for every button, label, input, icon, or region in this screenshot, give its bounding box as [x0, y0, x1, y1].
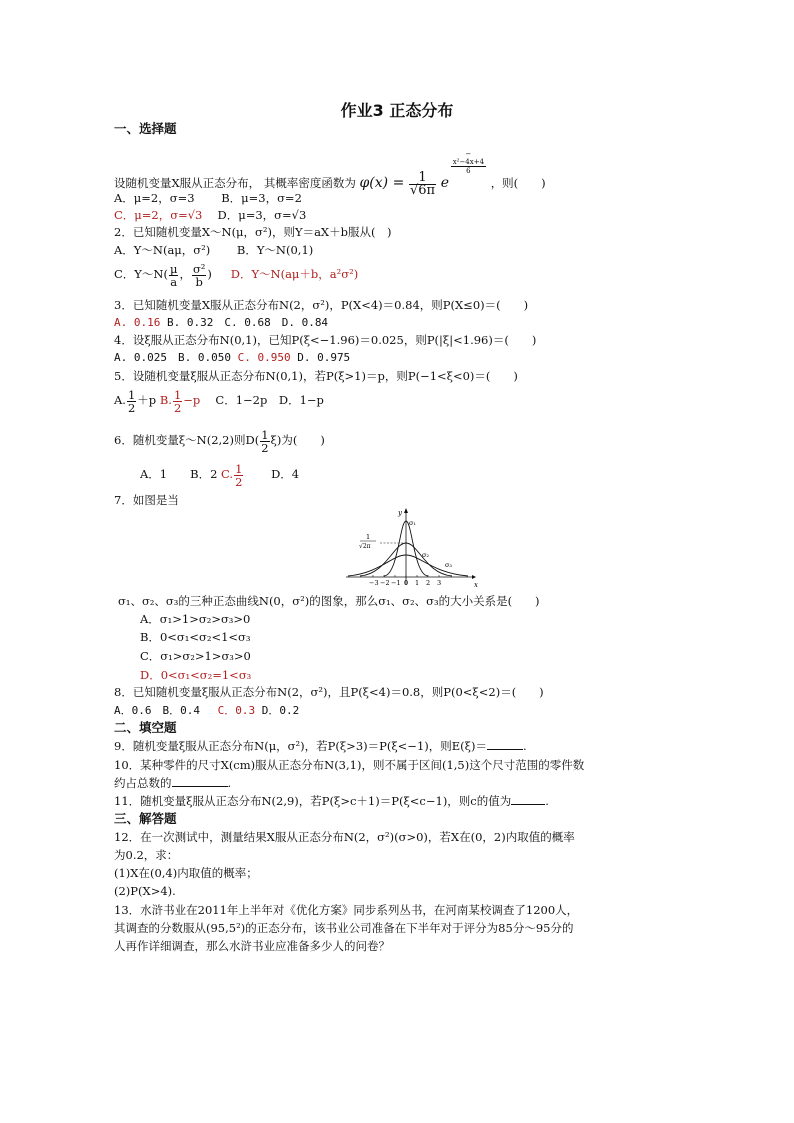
q1-exponent: − x²−4x+4 6 — [452, 150, 485, 175]
question-3: 3．已知随机变量X服从正态分布N(2，σ²)，P(X<4)＝0.84，则P(X≤0)＝( ) — [114, 298, 529, 312]
fig-y-label: y — [398, 509, 402, 517]
q9-blank[interactable] — [487, 739, 523, 750]
question-12-line2: 为0.2，求： — [114, 848, 179, 862]
question-12-line1: 12．在一次测试中，测量结果X服从正态分布N(2，σ²)(σ>0)，若X在(0，2)内取值的概率 — [114, 830, 575, 844]
question-1: 设随机变量X服从正态分布， 其概率密度函数为 φ(x) = $\frac{1}{√6\pi}$ e − x²−4x+4 6 ，则( ) — [114, 150, 546, 198]
section-fill: 二、填空题 — [114, 720, 177, 735]
normal-curves-figure — [340, 505, 480, 589]
q6-option-d: D．4 — [271, 467, 300, 481]
fig-tick-label: 1 — [415, 579, 420, 587]
question-5: 5．设随机变量ξ服从正态分布N(0,1)，若P(ξ>1)＝p，则P(−1<ξ<0)＝( ) — [114, 369, 518, 383]
fig-sigma3-label: σ₃ — [445, 561, 453, 569]
q8-option-d: D．0.2 — [261, 704, 300, 717]
q2-option-b: B．Y～N(0,1) — [236, 243, 314, 257]
q2-options-row2 — [114, 260, 358, 288]
q2-option-d: D．Y～N(aμ＋b，a²σ²) — [230, 267, 359, 281]
q3-options-rest: B. 0.32 C. 0.68 D. 0.84 — [166, 316, 329, 329]
q7-option-c: C．σ₁>σ₂>1>σ₃>0 — [140, 649, 251, 663]
fig-tick-label: 2 — [426, 579, 431, 587]
q2-option-c: C．Y～N( $\frac{\mu}{a}$ ， $\frac{\text{σ²}}{b}$ ) — [114, 261, 212, 289]
q1-option-a: A．μ=2，σ=3 — [114, 191, 195, 205]
question-8: 8．已知随机变量ξ服从正态分布N(2，σ²)，且P(ξ<4)＝0.8，则P(0<ξ<2)＝( ) — [114, 685, 544, 699]
q7-option-d: D．0<σ₁<σ₂=1<σ₃ — [140, 668, 252, 682]
page-title: 作业3 正态分布 — [340, 101, 454, 120]
q3-option-a: A. 0.16 — [114, 316, 161, 329]
question-11: 11．随机变量ξ服从正态分布N(2,9)，若P(ξ>c＋1)＝P(ξ<c−1)，则c的值为 . — [114, 794, 549, 808]
x-axis-arrow — [472, 575, 476, 579]
question-10-line1: 10．某种零件的尺寸X(cm)服从正态分布N(3,1)，则不属于区间(1,5)这个尺寸范围的零件数 — [114, 758, 585, 772]
fig-tick-label: 0 — [404, 579, 409, 587]
q3-options — [114, 315, 328, 331]
y-axis-arrow — [404, 508, 408, 513]
q4-option-c: C. 0.950 — [237, 351, 291, 364]
question-2: 2．已知随机变量X～N(μ，σ²)，则Y＝aX＋b服从( ) — [114, 225, 392, 239]
question-6: 6．随机变量ξ～N(2,2)则D( $\frac{1}{2}$ ξ)为( ) — [114, 427, 325, 455]
fig-tick-label: 3 — [437, 579, 442, 587]
question-12-part1: (1)X在(0,4)内取值的概率； — [114, 866, 258, 880]
q4-option-d: D. 0.975 — [297, 351, 351, 364]
fig-sigma1-label: σ₁ — [409, 519, 417, 527]
q5-option-b: B. $\frac{1}{2}$ −p — [159, 387, 201, 415]
q2-option-a: A．Y～N(aμ，σ²) — [114, 243, 211, 257]
fig-density-den: √2π — [359, 543, 371, 550]
fig-tick-label: −2 — [380, 579, 390, 587]
q1-option-c: C．μ=2，σ=√3 — [114, 208, 203, 222]
q11-blank[interactable] — [511, 794, 545, 805]
q1-options-row1 — [114, 190, 302, 206]
q5-options-rest: C．1−2p D．1−p — [215, 393, 324, 407]
q8-options: A．0.6 B．0.4 C．0.3 D．0.2 — [114, 704, 300, 717]
question-10-line2: 约占总数的 . — [114, 776, 232, 790]
question-4: 4．设ξ服从正态分布N(0,1)，已知P(ξ<−1.96)＝0.025，则P(|ξ|<1.96)＝( ) — [114, 333, 537, 347]
q8-option-c: C．0.3 — [217, 704, 256, 717]
fig-sigma2-label: σ₂ — [422, 551, 430, 559]
q6-option-c: C. $\frac{1}{2}$ — [221, 461, 243, 489]
question-12-part2: (2)P(X>4). — [114, 884, 176, 898]
q1-text: 设随机变量X服从正态分布， 其概率密度函数为 — [114, 176, 356, 190]
section-choice: 一、选择题 — [114, 121, 177, 136]
q1-func: φ(x) = — [359, 175, 405, 191]
q1-options-row2 — [114, 207, 306, 223]
q2-options-row1 — [114, 242, 313, 258]
q1-fraction: $\frac{1}{√6\pi}$ — [409, 169, 436, 198]
question-9: 9．随机变量ξ服从正态分布N(μ，σ²)，若P(ξ>3)＝P(ξ<−1)，则E(ξ)＝ . — [114, 739, 527, 753]
question-13-line2: 其调查的分数服从(95,5²)的正态分布，该书业公司准备在下半年对于评分为85分～95分的 — [114, 921, 574, 935]
section-answer: 三、解答题 — [114, 811, 177, 826]
fig-x-label: x — [474, 581, 478, 589]
q10-blank[interactable] — [172, 776, 228, 787]
q7-option-b: B．0<σ₁<σ₂<1<σ₃ — [140, 630, 251, 644]
question-13-line1: 13．水浒书业在2011年上半年对《优化方案》同步系列丛书，在河南某校调查了1200人， — [114, 903, 579, 917]
q1-option-d: D．μ=3，σ=√3 — [217, 208, 307, 222]
fig-tick-label: −3 — [369, 579, 379, 587]
q5-options — [114, 386, 324, 414]
q6-options: A．1 B．2 C. $\frac{1}{2}$ D．4 — [140, 461, 300, 489]
q7-text: σ₁、σ₂、σ₃的三种正态曲线N(0，σ²)的图象，那么σ₁、σ₂、σ₃的大小关系是( ) — [118, 594, 540, 608]
fig-density-num: 1 — [366, 533, 371, 541]
question-13-line3: 人再作详细调查，那么水浒书业应准备多少人的问卷？ — [114, 939, 390, 953]
q1-option-b: B．μ=3，σ=2 — [221, 191, 302, 205]
q5-option-a: A. $\frac{1}{2}$ ＋p — [114, 387, 157, 415]
fig-tick-label: −1 — [391, 579, 401, 587]
q7-option-a: A．σ₁>1>σ₂>σ₃>0 — [140, 612, 251, 626]
q4-options: A. 0.025 B. 0.050 C. 0.950 D. 0.975 — [114, 351, 351, 364]
question-7: 7．如图是当 — [114, 493, 179, 507]
